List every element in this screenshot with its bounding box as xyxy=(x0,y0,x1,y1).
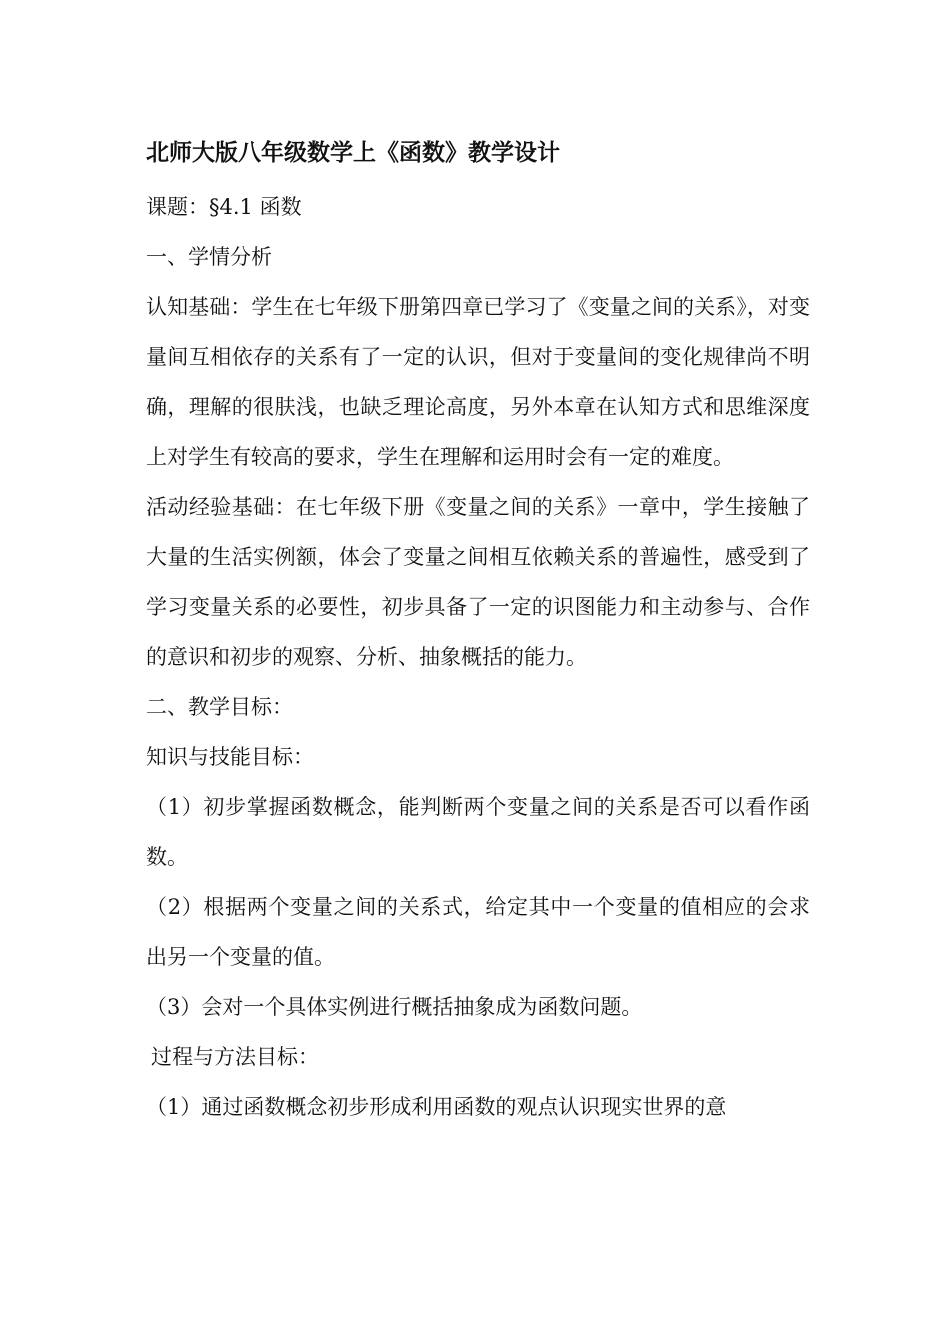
list-item-knowledge-3: （3）会对一个具体实例进行概括抽象成为函数问题。 xyxy=(146,995,643,1019)
topic-line: 课题：§4.1 函数 xyxy=(146,195,302,219)
paragraph-cognitive-basis: 认知基础：学生在七年级下册第四章已学习了《变量之间的关系》，对变量间互相依存的关系有了一定的认识，但对于变量间的变化规律尚不明确，理解的很肤浅，也缺乏理论高度，另外本章在认知方式和思维深度上对学生有较高的要求，学生在理解和运用时会有一定的难度。 xyxy=(146,295,810,469)
subheading-process-methods: 过程与方法目标： xyxy=(151,1045,319,1069)
section-heading-analysis: 一、学情分析 xyxy=(146,245,272,269)
list-item-knowledge-2: （2）根据两个变量之间的关系式，给定其中一个变量的值相应的会求出另一个变量的值。 xyxy=(146,895,810,969)
section-heading-objectives: 二、教学目标： xyxy=(146,695,293,719)
list-item-knowledge-1: （1）初步掌握函数概念，能判断两个变量之间的关系是否可以看作函数。 xyxy=(146,795,810,869)
document-title: 北师大版八年级数学上《函数》教学设计 xyxy=(146,140,560,166)
paragraph-activity-basis: 活动经验基础：在七年级下册《变量之间的关系》一章中，学生接触了大量的生活实例额，体会了变量之间相互依赖关系的普遍性，感受到了学习变量关系的必要性，初步具备了一定的识图能力和主动参与、合作的意识和初步的观察、分析、抽象概括的能力。 xyxy=(146,495,810,669)
subheading-knowledge-skills: 知识与技能目标： xyxy=(146,745,314,769)
list-item-process-1: （1）通过函数概念初步形成利用函数的观点认识现实世界的意 xyxy=(146,1095,727,1119)
document-page xyxy=(146,132,810,1132)
